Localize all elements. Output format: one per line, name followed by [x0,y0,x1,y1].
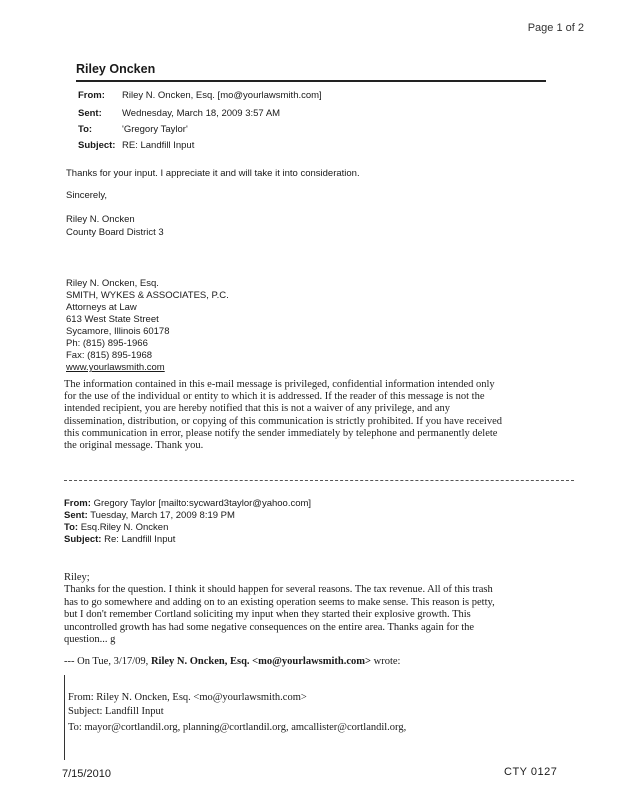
quote-prefix: --- On Tue, 3/17/09, [64,656,151,667]
sig-block-city: Sycamore, Illinois 60178 [66,326,170,337]
disclaimer-line: The information contained in this e-mail message is privileged, confidential information intended only [64,379,495,390]
fwd-from-label: From: [64,498,91,509]
footer-date: 7/15/2010 [62,768,111,780]
closing: Sincerely, [66,190,108,201]
quoted-subject: Subject: Landfill Input [68,706,164,717]
sig-block-web-link[interactable]: www.yourlawsmith.com [66,362,165,373]
sig-block-phone: Ph: (815) 895-1966 [66,338,148,349]
email-to-row [78,124,188,135]
reply-message [64,572,495,646]
disclaimer-line: the original message. Thank you. [64,440,204,452]
sig-block-role: Attorneys at Law [66,302,137,313]
fwd-subject-value: Re: Landfill Input [104,534,176,545]
email-subject-row [78,140,194,151]
forward-separator [64,480,574,481]
fwd-sent-value: Tuesday, March 17, 2009 8:19 PM [90,510,235,521]
fwd-subject-label: Subject: [64,534,102,545]
sent-label: Sent: [78,108,102,119]
disclaimer-line: for the use of the individual or entity to which it is addressed. If the reader of this message is not the [64,391,485,403]
disclaimer-line: dissemination, distribution, or copying of this communication is strictly prohibited. If you have received [64,415,503,427]
quote-bar [64,675,65,760]
sig-block-name: Riley N. Oncken, Esq. [66,278,159,289]
reply-line: but I don't remember Cortland soliciting my input when they started their explosive growth. This [64,609,471,621]
quote-attribution [64,656,400,667]
quoted-to: To: mayor@cortlandil.org, planning@cortlandil.org, amcallister@cortlandil.org, [68,722,407,733]
fwd-to-label: To: [64,522,79,533]
disclaimer-line: this communication in error, please notify the sender immediately by telephone and permanently delete [64,427,498,439]
forwarded-from-row [64,498,311,509]
email-from-row [78,90,322,101]
forwarded-sent-row [64,510,235,521]
fwd-from-value: Gregory Taylor [mailto:sycward3taylor@yahoo.com] [93,498,312,509]
bates-number: CTY 0127 [504,766,558,778]
from-value: Riley N. Oncken, Esq. [mo@yourlawsmith.com] [122,90,322,101]
confidentiality-disclaimer [64,379,584,452]
signature-title: County Board District 3 [66,227,164,238]
reply-line: Thanks for the question. I think it should happen for several reasons. The tax revenue. All of this trash [64,584,493,596]
sig-block-fax: Fax: (815) 895-1968 [66,350,153,361]
sig-block-firm: SMITH, WYKES & ASSOCIATES, P.C. [66,290,229,301]
fwd-sent-label: Sent: [64,510,88,521]
reply-line: question... g [64,634,116,646]
sender-name: Riley Oncken [76,62,156,76]
subject-value: RE: Landfill Input [122,140,195,151]
fwd-to-value: Esq.Riley N. Oncken [80,522,169,533]
subject-label: Subject: [78,140,116,151]
reply-line: Riley; [64,572,90,583]
page-number: Page 1 of 2 [527,22,584,34]
disclaimer-line: intended recipient, you are hereby notified that this is not a waiver of any privilege, and any [64,403,451,415]
email-sent-row [78,108,280,119]
signature-name: Riley N. Oncken [66,214,135,225]
quoted-from: From: Riley N. Oncken, Esq. <mo@yourlawsmith.com> [68,692,307,703]
message-body-line: Thanks for your input. I appreciate it and will take it into consideration. [66,168,360,179]
to-label: To: [78,124,93,135]
header-rule [76,80,546,82]
quote-suffix: wrote: [371,656,401,667]
quote-author: Riley N. Oncken, Esq. <mo@yourlawsmith.com> [150,656,372,667]
forwarded-to-row [64,522,168,533]
sent-value: Wednesday, March 18, 2009 3:57 AM [122,108,281,119]
forwarded-subject-row [64,534,175,545]
reply-line: uncontrolled growth has had some negative consequences on the entire area. Thanks again for the [64,621,475,633]
to-value: 'Gregory Taylor' [122,124,188,135]
from-label: From: [78,90,105,101]
reply-line: has to go somewhere and adding on to an existing operation seems to make sense. This reason is petty, [64,596,495,608]
sig-block-street: 613 West State Street [66,314,159,325]
